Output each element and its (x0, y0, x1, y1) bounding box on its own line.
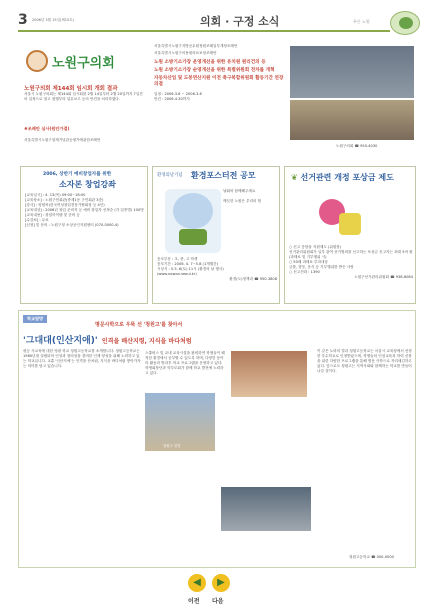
council-headline: 노원구의회 제144회 임시회 개회 결과 (24, 86, 118, 92)
date-item: 안건 : 2006.4.30까지 (154, 97, 190, 101)
date-item: 일정 : 2006.3.6 ~ 2006.3.8 (154, 92, 202, 96)
box-lines (289, 245, 413, 280)
poster-caption: 날뛰어 함께해주세요 (223, 189, 256, 193)
council-right-list (154, 44, 286, 102)
next-label[interactable]: 다음 (212, 598, 224, 605)
list-item: [교육내용] : 창업아이템 및 준비 등 (25, 213, 80, 217)
students-photo (221, 487, 311, 531)
feature-section (18, 310, 416, 568)
feature-title-main: '그대대(인산지애)' (23, 336, 98, 346)
list-item: ○ 신고 응답을 지원제도 (위원장) (289, 245, 342, 249)
box-title-small: 2006, 상반기 예비창업자를 위한 (43, 172, 112, 177)
feature-title (23, 333, 192, 346)
list-item: 노원구선거관리위원회 ☎ 938-6084 (354, 275, 413, 279)
list-item: 금품, 향응, 음식 등 기부행위를 받은 사람 (289, 265, 354, 269)
list-item: (www.nowon.seoul.kr) (157, 272, 197, 276)
leaf-icon: ❦ (291, 173, 298, 182)
list-item: [강사] : 양원씨(한국여성창업전문가협회장 등 4인) (25, 203, 105, 207)
poster-caption: 깨끗한 노원은 우리의 힘 (223, 199, 262, 203)
council-photo-top (290, 46, 414, 98)
brand-logo-icon (390, 11, 420, 35)
feature-col1: 평등 사교육에 대한 영광 학교 청원고등학교를 소개합니다. 청원고등학교는 1980년대 설립되어 인성과 창의성을 겸비한 인재 양성을 위해 노력하고 있는 학교입니다. 교훈 '인산지애'는 인격을 산처럼, 지식을 바다처럼 쌓아가자는 의미를 담고 있습니다. (23, 349, 141, 368)
box-lines (25, 193, 145, 228)
issue-date: 2006년 3월 15일(제15호) (32, 18, 74, 22)
arrow-right-icon: ▶ (217, 577, 225, 588)
council-logo: 노원구의회 (52, 56, 115, 71)
list-item: [교육대상] : 2006년 창업 준비자 등 예비 창업자 선착순 (각 업종별) 100명 (25, 208, 144, 212)
list-item: 시상식 : 5.5. 6(토) 11시 (환경의 날 행사) (157, 267, 224, 271)
box-title-small: 환경의날기념 (157, 173, 183, 178)
feature-title-sub: 인격을 배산지령, 지식을 바다처럼 (101, 338, 192, 345)
list-item: 자동차산업 및 도봉면산지원 이전 축구복합위원회 활동기간 연장 의결 (154, 76, 284, 87)
box-title: 환경포스터전 공모 (191, 171, 256, 180)
school-photo-label: 청원고 전경 (163, 444, 181, 448)
box-title: ❦ 선거관련 개정 포상금 제도 (291, 173, 394, 182)
list-item: [신청] 및 문의 : 노원구청 소상공인지원센터 (070-0000-4) (25, 223, 119, 227)
list-item: 환경(도)정책과 ☎ 950-3808 (229, 277, 277, 281)
section-title: 의회 · 구정 소식 (200, 15, 280, 28)
list-item: [교육장소] : 노원구민회관(중계1동 구민회관 3층) (25, 198, 104, 202)
election-illustration (309, 195, 365, 239)
box-title: 소자본 창업강좌 (59, 180, 116, 189)
seal-photo (231, 351, 307, 397)
list-item: 서울특별시노원구지방공무원정원조례일부개정조례안 (154, 44, 238, 48)
box-lines (157, 257, 277, 282)
council-sub: ♣조례안 심사(원안가결) (24, 126, 70, 131)
club-icon: ♣ (24, 126, 28, 131)
header-line (18, 30, 390, 32)
mascot-image (165, 189, 221, 253)
next-button[interactable] (212, 574, 230, 592)
list-item: 노원 소방기소가장 운영개선을 위한 유치원 원리건의 등 (154, 60, 266, 65)
prev-button[interactable] (188, 574, 206, 592)
startup-box (20, 166, 148, 304)
council-section (18, 40, 418, 162)
list-item: 응모부문 : 초, 중, 고 학생 (157, 257, 198, 261)
feature-col3: 이 같은 노력의 결과 청원고등학교는 서울시 교육청에서 선정한 우수학교로 인정받았으며, 학생들의 인성교육과 학력 신장을 위한 다양한 프로그램을 통해 명문 사학으로 자리매김하고 있다. 앞으로도 청원고는 지역사회와 함께하는 학교를 만들어 나갈 것이다. (317, 349, 412, 373)
page-header (18, 12, 420, 38)
feature-kicker: 명문사학으로 우뚝 선 '청원고'를 찾아서 (95, 322, 183, 328)
brand-text: 푸른 노원 (353, 19, 370, 24)
list-item: ○ 신고전화 : 1390 (289, 270, 320, 274)
list-item: 선거관리위원회가 일부 관여 선거범죄를 신고하는 포상금 신고자는 최대 5억 원(과태료 및 기부행위 시) (289, 250, 413, 259)
prev-label[interactable]: 이전 (188, 598, 200, 605)
photo-caption: 노원구의회 ☎ 950-4030 (336, 144, 378, 148)
council-body: 서울시 노원구의회는 제144회 임시회를 2월 14일부터 2월 20일까지 7일간의 일정으로 열고 집행부의 업무보고 등의 안건을 처리하였다. (24, 92, 143, 101)
feature-tag: 학교탐방 (23, 315, 47, 323)
list-item: [교육일시] : 4. 13(목) 09:00~18:00 (25, 193, 86, 197)
list-item: 응모기간 : 2006. 4. 7~5.8 (1개월간) (157, 262, 219, 266)
council-seal-icon (26, 50, 48, 72)
council-sub-item: 서울특별시노원구청계기념관등평가에관한조례안 (24, 138, 101, 142)
page-number: 3 (18, 12, 28, 28)
feature-col2: 스쿨버스 및 교내 교육시설을 완비하여 학생들이 쾌적한 환경에서 공부할 수 있도록 하며, 다양한 동아리 활동과 방과후 학교 프로그램을 운영하고 있다. 학생회장단과 학부모회가 함께 학교 발전에 노력하고 있다. (145, 351, 225, 375)
list-item: [수강료] : 무료 (25, 218, 49, 222)
list-item: 노원 소방기소가장 순영개선을 위한 특별위원회 전차를 개혁 (154, 68, 275, 73)
feature-footer: 청원고등학교 ☎ 000-0000 (349, 555, 394, 559)
poster-box (152, 166, 280, 304)
list-item: 서울특별시노원구의용원의료보험조례안 (154, 51, 217, 55)
list-item: ○ 50배 과태료 부과대상 (289, 260, 328, 264)
council-photo-bottom (290, 100, 414, 140)
arrow-left-icon: ◀ (193, 577, 201, 588)
election-box (284, 166, 416, 304)
